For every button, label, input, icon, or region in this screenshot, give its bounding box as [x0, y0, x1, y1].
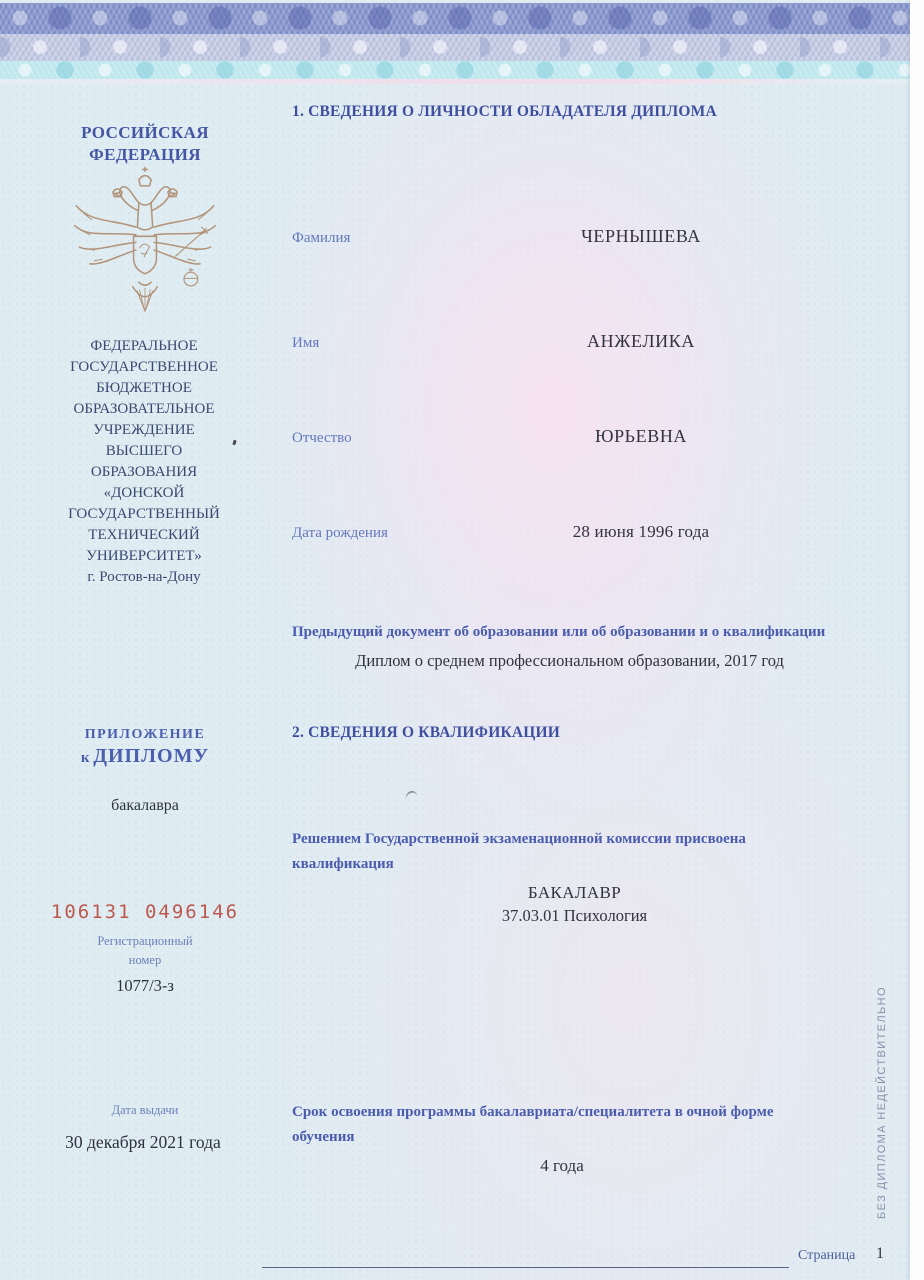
field-value: ЮРЬЕВНА	[594, 426, 688, 446]
field-label: Отчество	[292, 430, 352, 446]
guilloche-border	[0, 0, 910, 88]
field-value: 28 июня 1996 года	[572, 522, 710, 541]
supplement-title-line1: ПРИЛОЖЕНИЕ	[84, 727, 206, 742]
footer-rule	[262, 1267, 789, 1268]
blank-serial-number: 106131 0496146	[50, 901, 240, 923]
university-name-line: УНИВЕРСИТЕТ»	[86, 548, 202, 564]
supplement-word: ДИПЛОМУ	[93, 745, 210, 767]
section1-heading: 1. СВЕДЕНИЯ О ЛИЧНОСТИ ОБЛАДАТЕЛЯ ДИПЛОМА	[292, 103, 717, 120]
university-name-line: БЮДЖЕТНОЕ	[96, 380, 192, 396]
field-value: АНЖЕЛИКА	[587, 331, 695, 351]
issue-date-value: 30 декабря 2021 года	[65, 1132, 221, 1152]
section2-heading: 2. СВЕДЕНИЯ О КВАЛИФИКАЦИИ	[292, 724, 561, 741]
registration-number-value: 1077/3-з	[116, 976, 174, 995]
university-name-line: ВЫСШЕГО	[105, 443, 183, 459]
supplement-prefix: к	[80, 750, 94, 766]
country-name-line: РОССИЙСКАЯ	[81, 123, 209, 142]
field-value: ЧЕРНЫШЕВА	[581, 226, 701, 246]
university-name-line: УЧРЕЖДЕНИЕ	[93, 422, 195, 438]
degree-level: бакалавра	[111, 797, 179, 814]
university-name-line: г. Ростов-на-Дону	[87, 569, 201, 585]
field-label: Фамилия	[292, 230, 351, 246]
guilloche-strip-dark-blue	[0, 3, 910, 34]
guilloche-strip-pink	[0, 79, 910, 84]
university-name	[22, 336, 266, 588]
field-row-surname	[292, 226, 860, 247]
registration-label-line: Регистрационный	[97, 934, 193, 948]
university-name-line: ОБРАЗОВАТЕЛЬНОЕ	[73, 401, 215, 417]
page-number: 1	[876, 1245, 884, 1262]
field-row-patronymic	[292, 426, 860, 447]
page-right-margin	[910, 0, 924, 1280]
study-duration-value: 4 года	[540, 1156, 584, 1175]
field-row-birthdate	[292, 522, 860, 542]
guilloche-strip-lavender	[0, 34, 910, 61]
previous-document-label: Предыдущий документ об образовании или об образовании и о квалификации	[292, 624, 826, 640]
university-name-line: «ДОНСКОЙ	[103, 485, 185, 501]
qualification-decision-text: Решением Государственной экзаменационной комиссии присвоена квалификация	[292, 831, 746, 872]
issue-date-label: Дата выдачи	[111, 1103, 179, 1117]
field-label: Дата рождения	[292, 525, 388, 541]
university-name-line: ТЕХНИЧЕСКИЙ	[88, 527, 200, 543]
field-label: Имя	[292, 335, 320, 351]
university-name-line: ФЕДЕРАЛЬНОЕ	[90, 338, 198, 354]
field-row-firstname	[292, 331, 860, 352]
program-code-name: 37.03.01 Психология	[501, 906, 648, 925]
invalid-without-diploma-note: БЕЗ ДИПЛОМА НЕДЕЙСТВИТЕЛЬНО	[876, 986, 888, 1219]
qualification-value: БАКАЛАВР	[527, 883, 622, 902]
registration-label-line: номер	[128, 953, 162, 967]
scan-artifact	[404, 790, 417, 800]
registration-number-label	[30, 932, 260, 970]
university-name-line: ОБРАЗОВАНИЯ	[90, 464, 198, 480]
guilloche-strip-cyan	[0, 61, 910, 79]
country-name	[30, 122, 260, 166]
previous-document-value: Диплом о среднем профессиональном образовании, 2017 год	[355, 651, 784, 670]
study-duration-label: Срок освоения программы бакалавриата/специалитета в очной форме обучения	[292, 1104, 774, 1145]
supplement-title-line2	[30, 745, 260, 768]
page-label: Страница	[798, 1248, 856, 1263]
university-name-line: ГОСУДАРСТВЕННОЕ	[70, 359, 218, 375]
country-name-line: ФЕДЕРАЦИЯ	[89, 145, 201, 164]
university-name-line: ГОСУДАРСТВЕННЫЙ	[68, 506, 220, 522]
coat-of-arms-eagle-icon	[68, 166, 222, 328]
